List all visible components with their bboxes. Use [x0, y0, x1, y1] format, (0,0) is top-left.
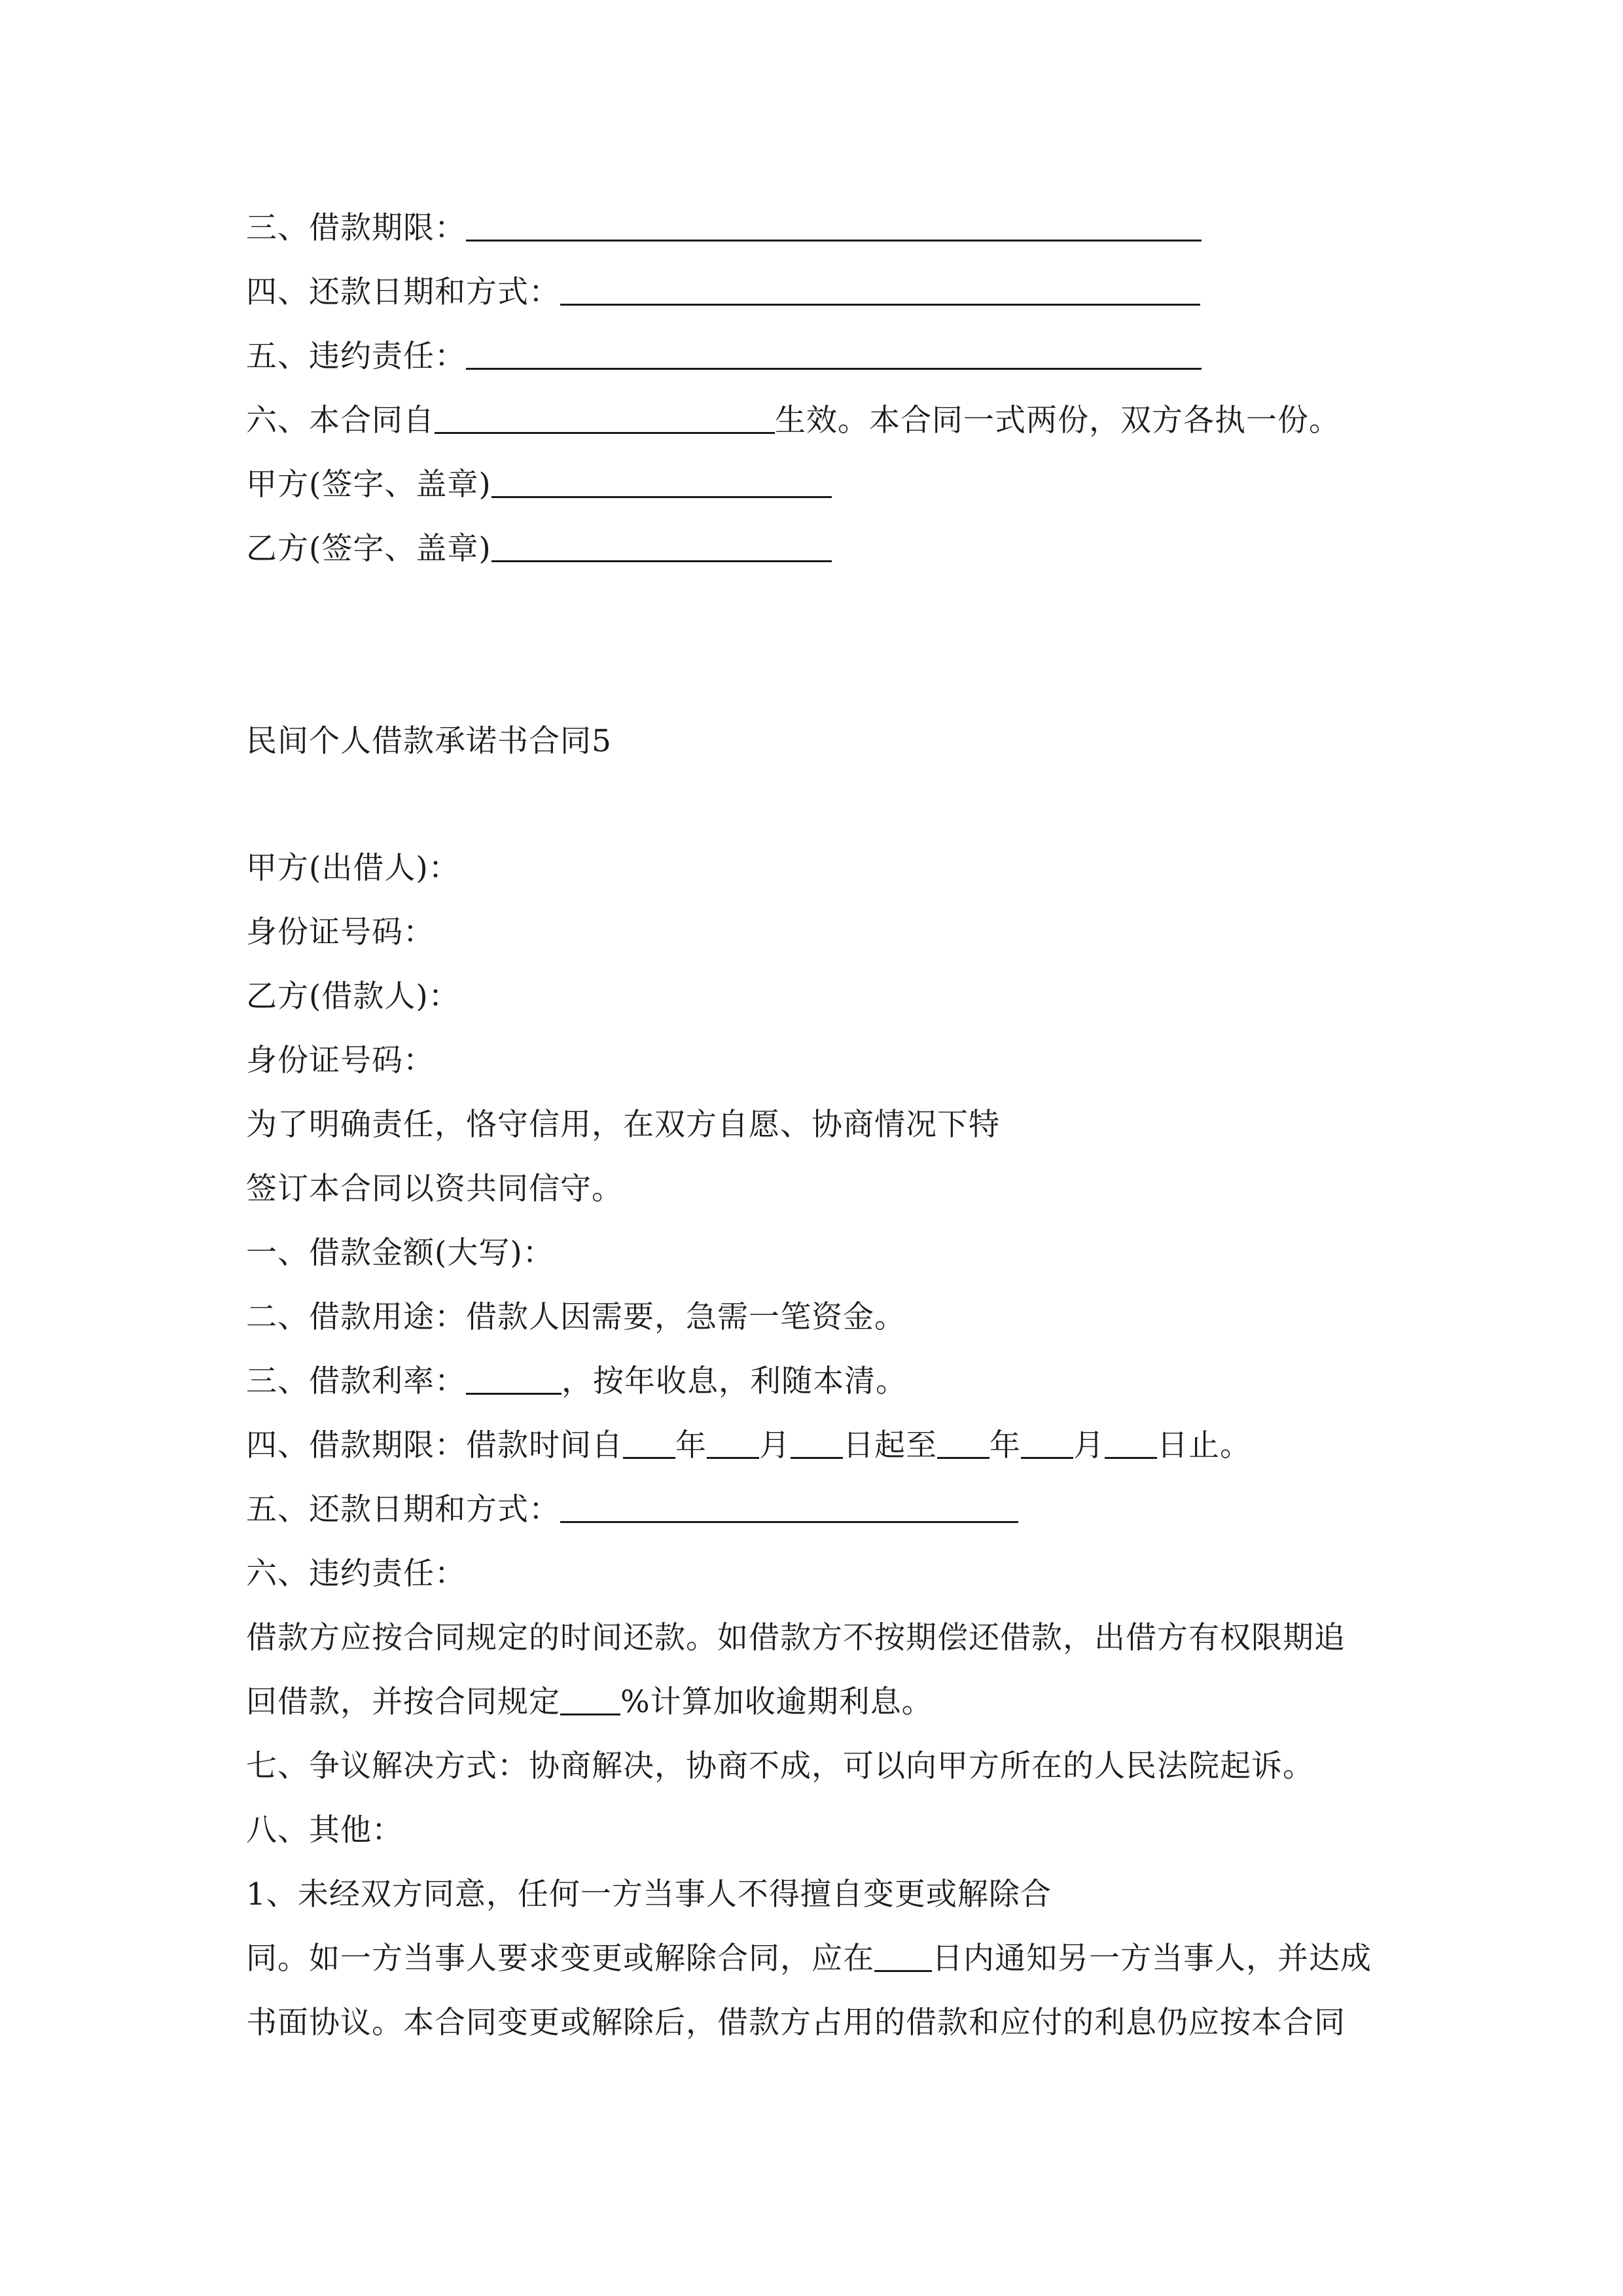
party-b-signature: 乙方(签字、盖章)	[246, 517, 832, 581]
party-a-signature: 甲方(签字、盖章)	[246, 453, 832, 517]
clause-term: 三、借款期限：	[246, 196, 1202, 260]
clause-breach: 五、违约责任：	[246, 325, 1202, 389]
fill-blank	[791, 1414, 843, 1459]
other-line-2: 同。如一方当事人要求变更或解除合同，应在 日内通知另一方当事人，并达成	[246, 1927, 1372, 1991]
clause-purpose: 二、借款用途：借款人因需要，急需一笔资金。	[246, 1299, 906, 1335]
borrower-line: 乙方(借款人)：	[246, 978, 460, 1014]
clause-repay-method: 五、还款日期和方式：	[246, 1478, 1018, 1542]
fill-blank	[560, 1478, 1018, 1523]
clause-other: 八、其他：	[246, 1812, 403, 1848]
fill-blank	[466, 196, 1202, 242]
contract-title: 民间个人借款承诺书合同5	[246, 723, 612, 759]
clause-repay: 四、还款日期和方式：	[246, 260, 1200, 325]
fill-blank	[560, 260, 1200, 306]
clause-loan-term: 四、借款期限：借款时间自 年 月 日起至 年 月 日止。	[246, 1414, 1251, 1478]
borrower-id-line: 身份证号码：	[246, 1043, 435, 1079]
fill-blank	[1021, 1414, 1073, 1459]
fill-blank	[1105, 1414, 1157, 1459]
clause-breach-heading: 六、违约责任：	[246, 1556, 466, 1592]
other-line-3: 书面协议。本合同变更或解除后，借款方占用的借款和应付的利息仍应按本合同	[246, 2005, 1346, 2041]
clause-rate: 三、借款利率： ，按年收息，利随本清。	[246, 1350, 907, 1414]
fill-blank	[623, 1414, 675, 1459]
fill-blank	[874, 1927, 932, 1972]
fill-blank	[937, 1414, 990, 1459]
lender-line: 甲方(出借人)：	[246, 850, 460, 886]
breach-text-line-2: 回借款，并按合同规定 %计算加收逾期利息。	[246, 1670, 933, 1734]
fill-blank	[491, 453, 832, 498]
clause-amount: 一、借款金额(大写)：	[246, 1235, 554, 1271]
fill-blank	[466, 325, 1202, 370]
fill-blank	[707, 1414, 759, 1459]
fill-blank	[466, 1350, 562, 1395]
fill-blank	[491, 517, 832, 562]
clause-dispute: 七、争议解决方式：协商解决，协商不成，可以向甲方所在的人民法院起诉。	[246, 1748, 1314, 1784]
preamble-line-1: 为了明确责任，恪守信用，在双方自愿、协商情况下特	[246, 1107, 1000, 1143]
breach-text-line-1: 借款方应按合同规定的时间还款。如借款方不按期偿还借款，出借方有权限期追	[246, 1620, 1346, 1656]
preamble-line-2: 签订本合同以资共同信守。	[246, 1171, 623, 1207]
fill-blank	[435, 389, 775, 434]
clause-effect: 六、本合同自 生效。本合同一式两份，双方各执一份。	[246, 389, 1340, 453]
lender-id-line: 身份证号码：	[246, 914, 435, 950]
fill-blank	[560, 1670, 620, 1715]
other-line-1: 1、未经双方同意，任何一方当事人不得擅自变更或解除合	[246, 1876, 1052, 1912]
